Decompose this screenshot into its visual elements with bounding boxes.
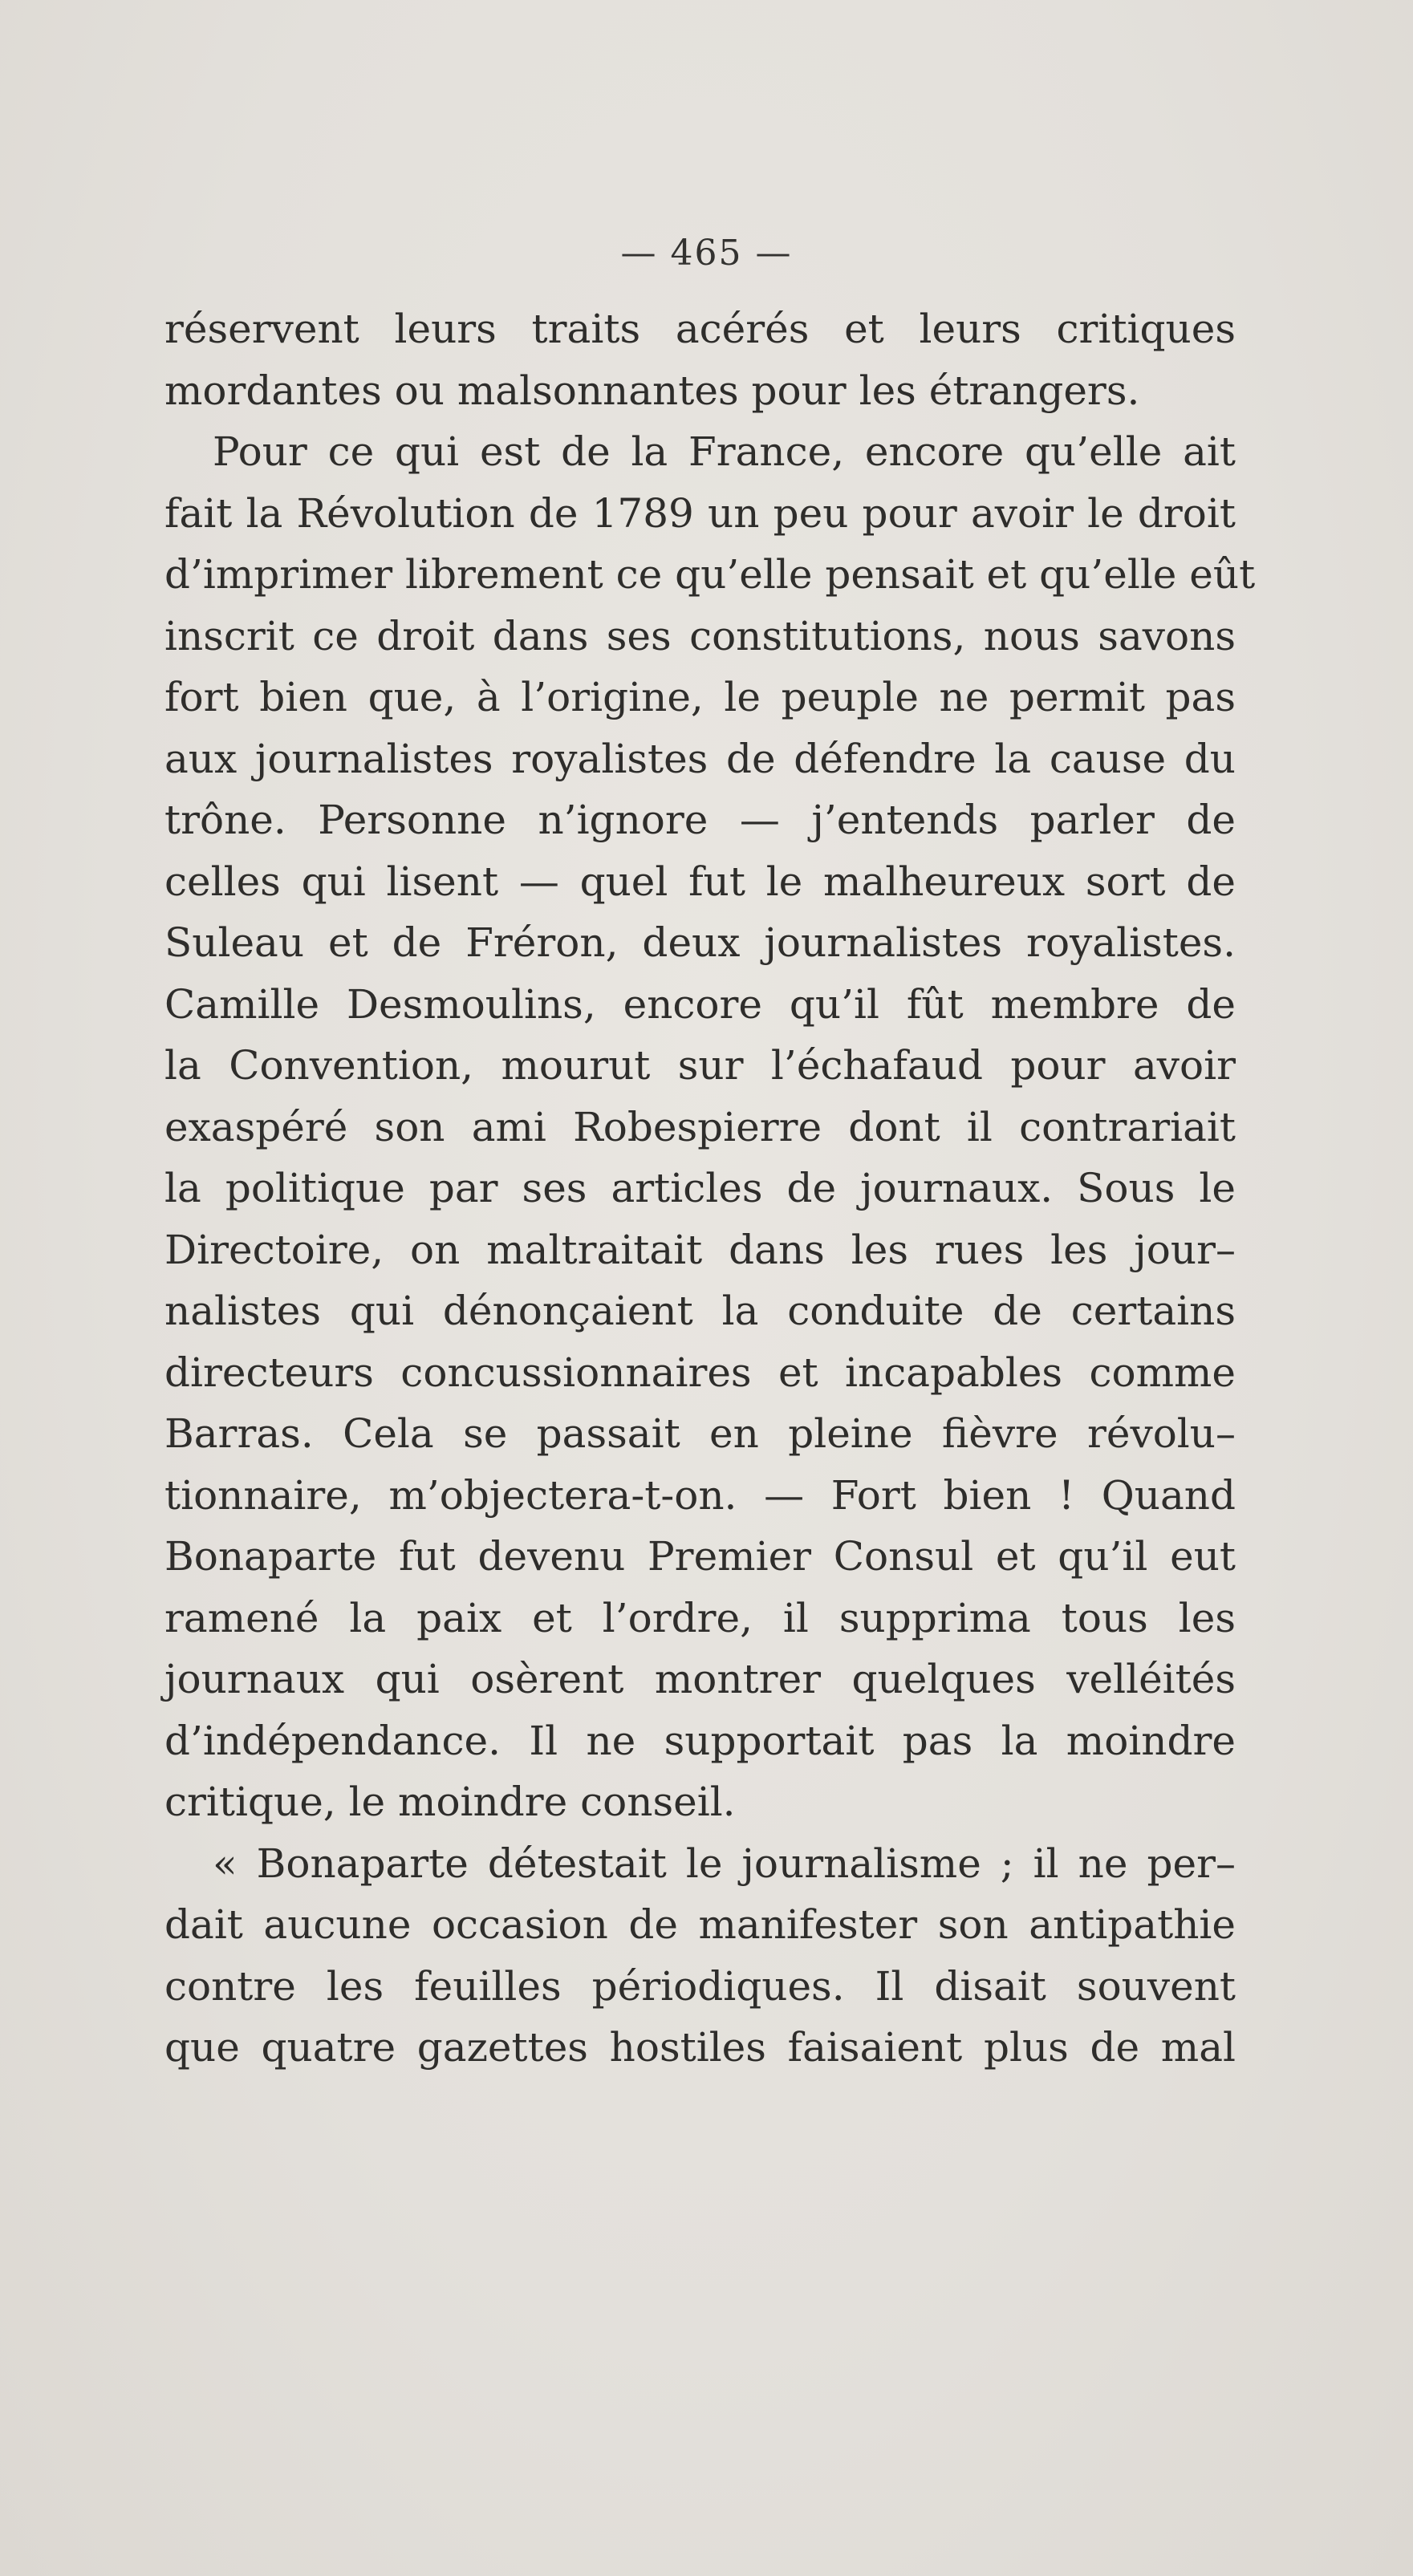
text-line: dait aucune occasion de manifester son antipathie [164,1901,1236,1948]
text-line: Barras. Cela se passait en pleine fièvre révolu– [164,1410,1236,1457]
text-line: Pour ce qui est de la France, encore qu’elle ait [213,428,1236,475]
text-line: aux journalistes royalistes de défendre la cause du [164,735,1236,782]
text-line: d’indépendance. Il ne supportait pas la moindre [164,1717,1236,1764]
text-line: fort bien que, à l’origine, le peuple ne permit pas [164,674,1236,720]
page-number: — 465 — [620,233,793,274]
text-line: trône. Personne n’ignore — j’entends parler de [164,797,1236,843]
text-line: journaux qui osèrent montrer quelques velléités [164,1656,1236,1702]
text-line: mordantes ou malsonnantes pour les étrangers. [164,367,1140,414]
text-line: Suleau et de Fréron, deux journalistes royalistes. [164,919,1236,966]
text-line: réservent leurs traits acérés et leurs critiques [164,306,1236,352]
text-line: la politique par ses articles de journaux. Sous le [164,1165,1236,1211]
text-line: que quatre gazettes hostiles faisaient plus de mal [164,2024,1236,2071]
text-line: exaspéré son ami Robespierre dont il contrariait [164,1103,1236,1150]
text-line: la Convention, mourut sur l’échafaud pour avoir [164,1042,1236,1089]
text-line: « Bonaparte détestait le journalisme ; il ne per– [213,1840,1236,1887]
text-line: contre les feuilles périodiques. Il disait souvent [164,1962,1236,2010]
text-line: nalistes qui dénonçaient la conduite de certains [164,1288,1236,1334]
text-line: tionnaire, m’objectera-t-on. — Fort bien ! Quand [164,1471,1236,1519]
body-text [164,298,1256,2079]
paragraph [164,421,1256,1833]
paragraph [164,298,1236,421]
text-line: inscrit ce droit dans ses constitutions, nous savons [164,612,1236,659]
paragraph [164,1833,1236,2079]
text-line: celles qui lisent — quel fut le malheureux sort de [164,858,1236,905]
text-line: fait la Révolution de 1789 un peu pour avoir le droit [164,489,1236,537]
text-line: critique, le moindre conseil. [164,1779,736,1825]
text-line: directeurs concussionnaires et incapables comme [164,1349,1236,1396]
text-line: Bonaparte fut devenu Premier Consul et qu’il eut [164,1533,1236,1580]
text-line: d’imprimer librement ce qu’elle pensait et qu’elle eût [164,551,1256,598]
text-line: Camille Desmoulins, encore qu’il fût membre de [164,980,1236,1028]
text-line: ramené la paix et l’ordre, il supprima tous les [164,1594,1236,1641]
text-line: Directoire, on maltraitait dans les rues les jour– [164,1226,1236,1273]
